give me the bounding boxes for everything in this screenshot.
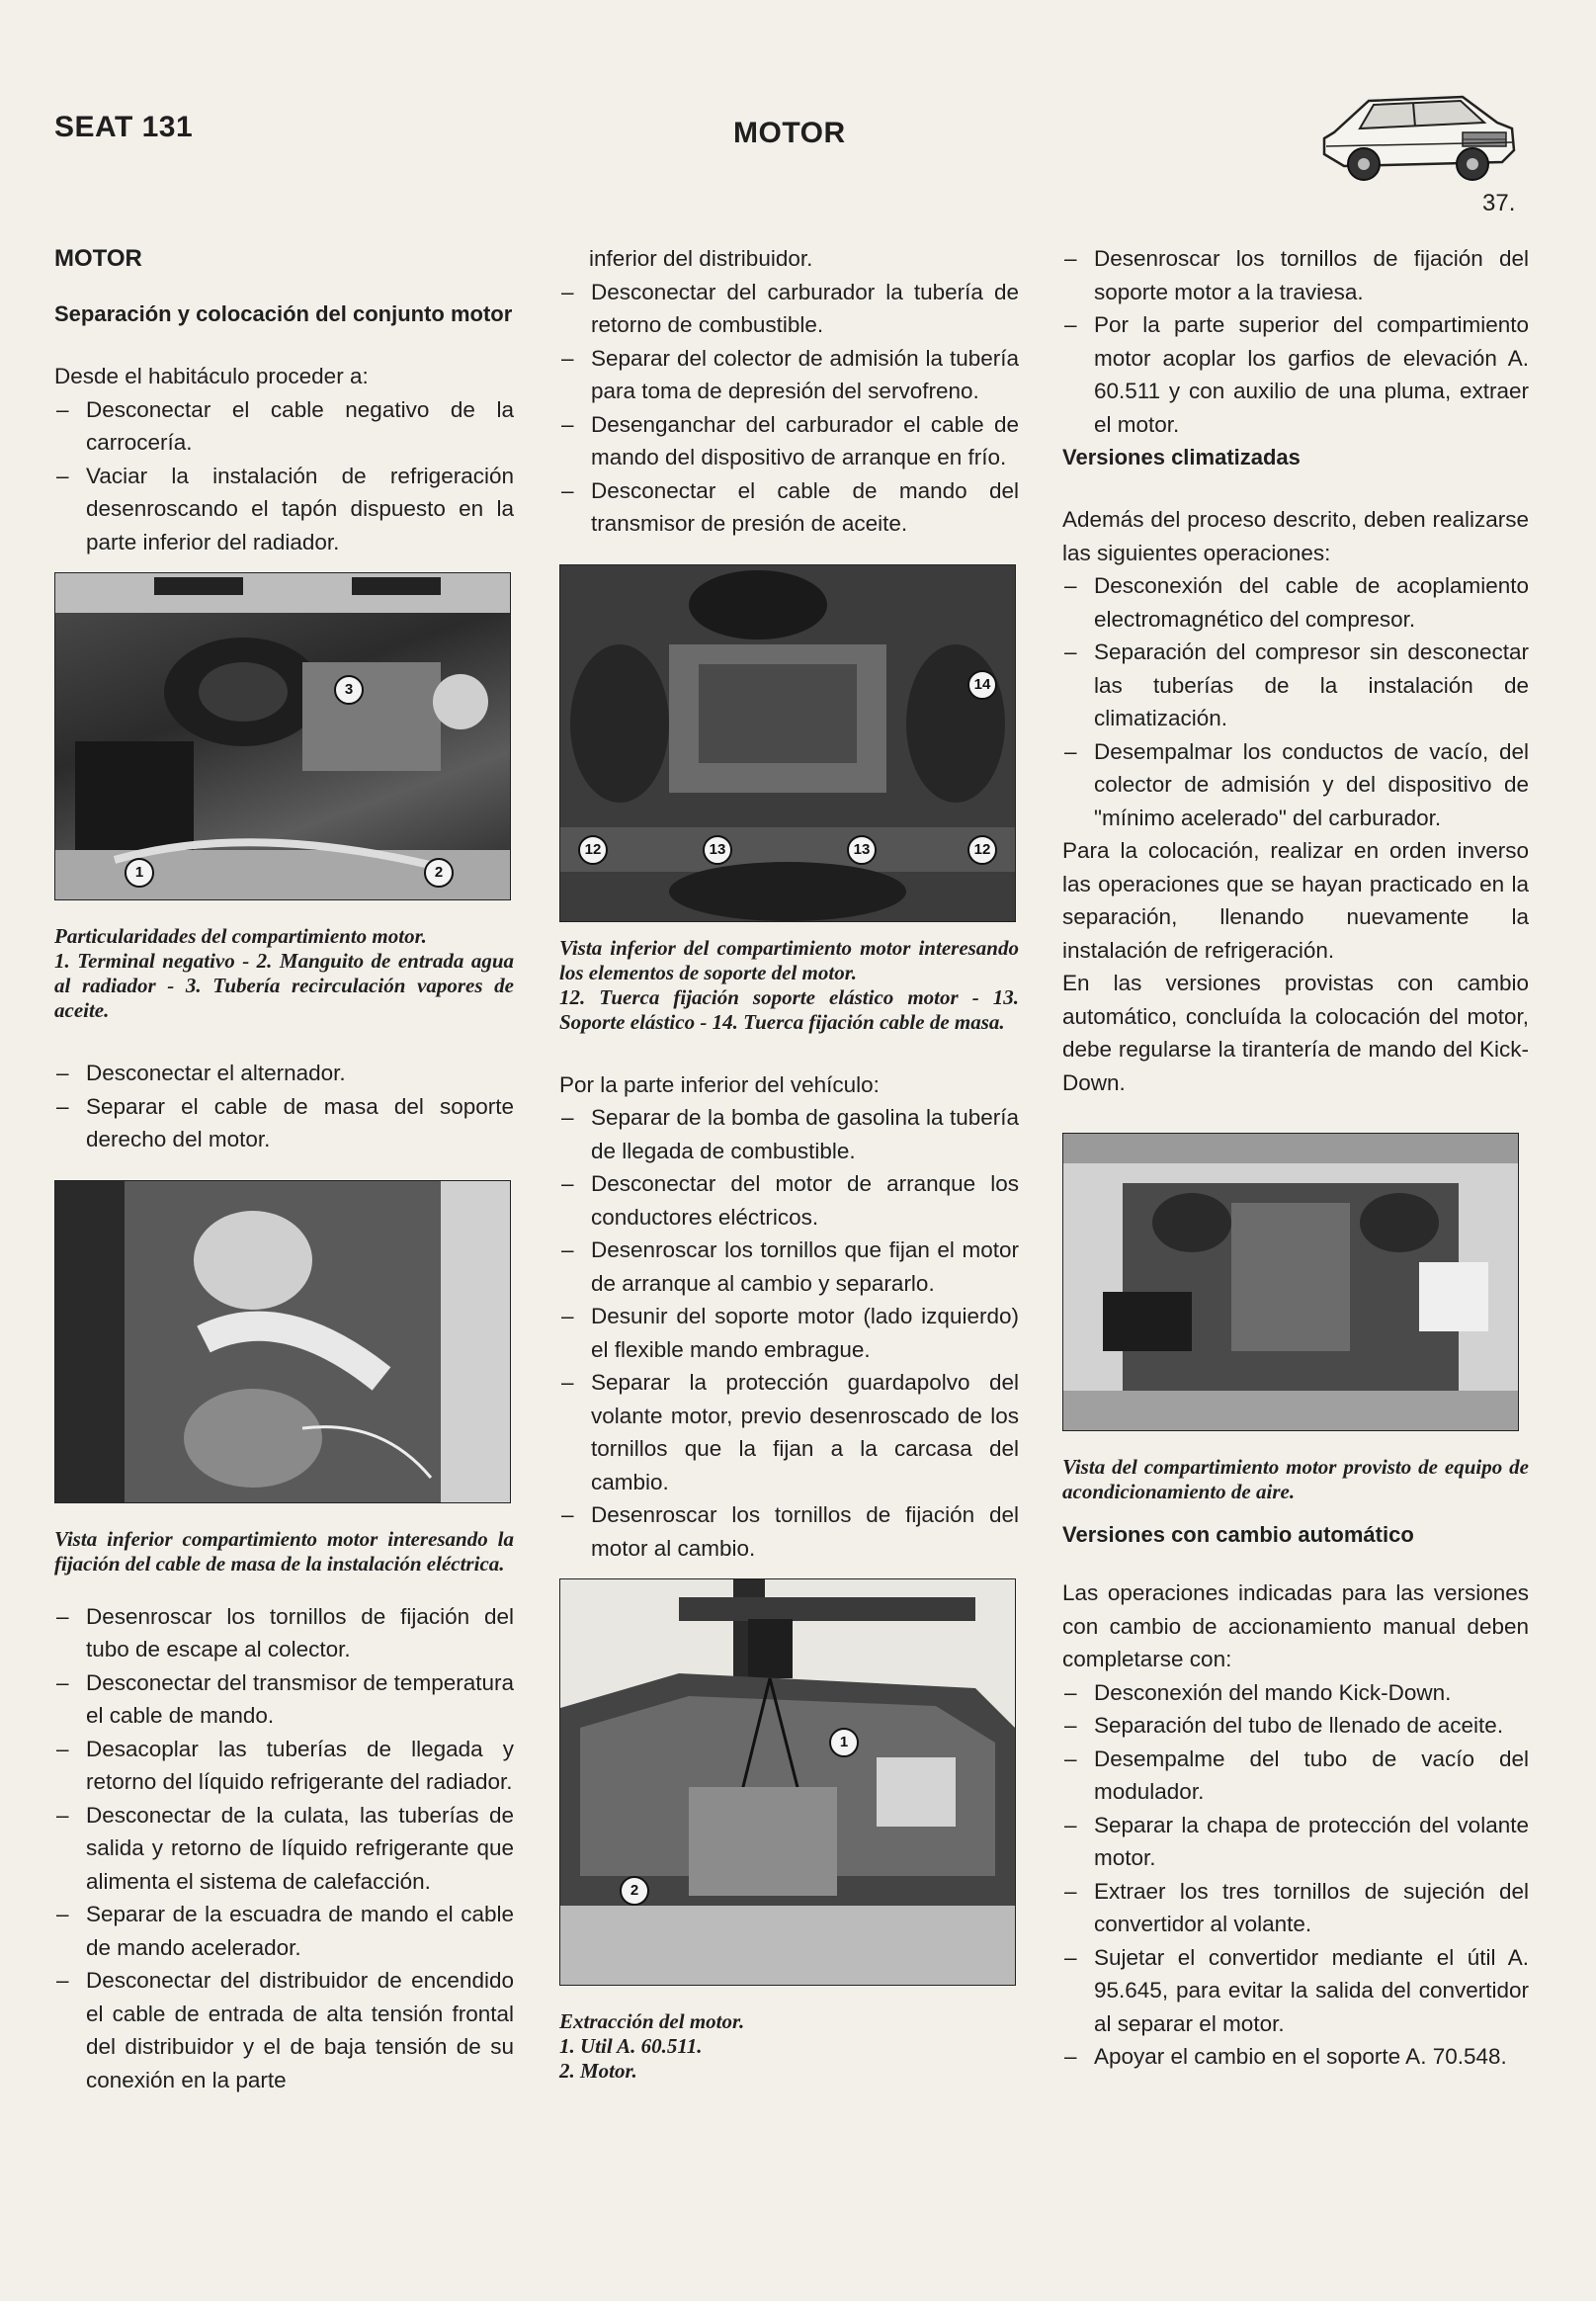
list-item: – Desconectar del transmisor de temperatura el cable de mando. [54, 1666, 514, 1733]
list-item: – Desenganchar del carburador el cable de mando del dispositivo de arranque en frío. [559, 408, 1019, 474]
engine-extraction-photo [559, 1578, 1016, 1986]
step-list [54, 1600, 514, 2097]
list-item: – Desconexión del cable de acoplamiento electromagnético del compresor. [1062, 569, 1529, 636]
underside-photo [54, 1180, 511, 1503]
intro-text: Desde el habitáculo proceder a: [54, 364, 369, 388]
step-list [559, 276, 1019, 541]
step-list [1062, 569, 1529, 834]
section-subtitle: Separación y colocación del conjunto motor [54, 301, 513, 326]
callout-2: 2 [620, 1876, 649, 1906]
list-item: – Desconectar del carburador la tubería de retorno de combustible. [559, 276, 1019, 342]
photo-caption-legend: 12. Tuerca fijación soporte elástico motor - 13. Soporte elástico - 14. Tuerca fijación cable de masa. [559, 984, 1019, 1034]
photo-caption-item: 2. Motor. [559, 2059, 637, 2083]
photo-caption-title: Vista inferior del compartimiento motor interesando los elementos de soporte del motor. [559, 935, 1019, 984]
column-2 [559, 242, 1019, 2084]
list-item: – Desconectar de la culata, las tuberías de salida y retorno de líquido refrigerante que alimenta el sistema de calefacción. [54, 1799, 514, 1899]
engine-bay-photo [54, 572, 511, 900]
continuation-text: inferior del distribuidor. [589, 246, 813, 271]
car-illustration-icon [1314, 71, 1522, 200]
list-item: – Desconectar el cable negativo de la carrocería. [54, 393, 514, 460]
photo-caption-item: 1. Util A. 60.511. [559, 2034, 703, 2058]
list-item: – Desempalmar los conductos de vacío, del colector de admisión y del dispositivo de "mínimo acelerado" del carburador. [1062, 735, 1529, 835]
step-list [54, 393, 514, 559]
list-item: – Desenroscar los tornillos de fijación del soporte motor a la traviesa. [1062, 242, 1529, 308]
callout-1: 1 [125, 858, 154, 888]
list-item: – Separar la protección guardapolvo del volante motor, previo desenroscado de los tornillos que la fijan a la carcasa del cambio. [559, 1366, 1019, 1498]
list-item: – Desconectar del motor de arranque los conductores eléctricos. [559, 1167, 1019, 1234]
intro-text: Además del proceso descrito, deben realizarse las siguientes operaciones: [1062, 507, 1529, 565]
list-item: – Desempalme del tubo de vacío del modulador. [1062, 1743, 1529, 1809]
column-1 [54, 242, 514, 2096]
list-item: – Desenroscar los tornillos de fijación del tubo de escape al colector. [54, 1600, 514, 1666]
list-item: – Vaciar la instalación de refrigeración desenroscando el tapón dispuesto en la parte inferior del radiador. [54, 460, 514, 559]
list-item: – Desunir del soporte motor (lado izquierdo) el flexible mando embrague. [559, 1300, 1019, 1366]
photo-caption-legend: 1. Terminal negativo - 2. Manguito de entrada agua al radiador - 3. Tubería recirculación vapores de aceite. [54, 949, 514, 1022]
list-item: – Desconectar el cable de mando del transmisor de presión de aceite. [559, 474, 1019, 541]
page-number: 37. [1482, 190, 1516, 216]
section-subtitle: Versiones con cambio automático [1062, 1522, 1414, 1547]
step-list [1062, 1676, 1529, 2074]
callout-12: 12 [967, 835, 997, 865]
list-item: – Separar la chapa de protección del volante motor. [1062, 1809, 1529, 1875]
list-item: – Separar de la escuadra de mando el cable de mando acelerador. [54, 1898, 514, 1964]
list-item: – Desconectar el alternador. [54, 1057, 514, 1090]
step-list [54, 1057, 514, 1156]
list-item: – Separar de la bomba de gasolina la tubería de llegada de combustible. [559, 1101, 1019, 1167]
paragraph: En las versiones provistas con cambio automático, concluída la colocación del motor, debe regularse la tirantería de mando del Kick-Down. [1062, 971, 1529, 1095]
callout-1: 1 [829, 1728, 859, 1757]
step-list [559, 1101, 1019, 1565]
header-model: SEAT 131 [54, 111, 194, 143]
column-3 [1062, 242, 1529, 2074]
list-item: – Desconectar del distribuidor de encendido el cable de entrada de alta tensión frontal del distribuidor y el de baja tensión de su conexión en la parte [54, 1964, 514, 2096]
callout-14: 14 [967, 670, 997, 700]
callout-13: 13 [703, 835, 732, 865]
list-item: – Por la parte superior del compartimiento motor acoplar los garfios de elevación A. 60.511 y con auxilio de una pluma, extraer el motor. [1062, 308, 1529, 441]
engine-mounts-photo [559, 564, 1016, 922]
section-title: MOTOR [54, 245, 142, 272]
intro-text: Por la parte inferior del vehículo: [559, 1071, 880, 1097]
list-item: – Desacoplar las tuberías de llegada y retorno del líquido refrigerante del radiador. [54, 1733, 514, 1799]
air-conditioning-engine-photo [1062, 1133, 1519, 1431]
header-section: MOTOR [733, 117, 846, 149]
list-item: – Desenroscar los tornillos que fijan el motor de arranque al cambio y separarlo. [559, 1234, 1019, 1300]
callout-2: 2 [424, 858, 454, 888]
section-subtitle: Versiones climatizadas [1062, 445, 1301, 469]
list-item: – Extraer los tres tornillos de sujeción del convertidor al volante. [1062, 1875, 1529, 1941]
list-item: – Separar el cable de masa del soporte derecho del motor. [54, 1090, 514, 1156]
list-item: – Sujetar el convertidor mediante el útil A. 95.645, para evitar la salida del convertidor al separar el motor. [1062, 1941, 1529, 2041]
photo-caption-title: Extracción del motor. [559, 2009, 745, 2033]
intro-text: Las operaciones indicadas para las versiones con cambio de accionamiento manual deben completarse con: [1062, 1580, 1529, 1671]
list-item: – Desenroscar los tornillos de fijación del motor al cambio. [559, 1498, 1019, 1565]
callout-12: 12 [578, 835, 608, 865]
list-item: – Separación del compresor sin desconectar las tuberías de la instalación de climatización. [1062, 636, 1529, 735]
photo-caption: Vista del compartimiento motor provisto de equipo de acondicionamiento de aire. [1062, 1455, 1529, 1503]
list-item: – Separar del colector de admisión la tubería para toma de depresión del servofreno. [559, 342, 1019, 408]
callout-13: 13 [847, 835, 877, 865]
paragraph: Para la colocación, realizar en orden inverso las operaciones que se hayan practicado en la separación, llenando nuevamente la instalación de refrigeración. [1062, 838, 1529, 963]
list-item: – Desconexión del mando Kick-Down. [1062, 1676, 1529, 1710]
photo-caption-title: Particularidades del compartimiento motor. [54, 924, 427, 948]
photo-caption: Vista inferior compartimiento motor interesando la fijación del cable de masa de la instalación eléctrica. [54, 1526, 514, 1576]
list-item: – Separación del tubo de llenado de aceite. [1062, 1709, 1529, 1743]
list-item: – Apoyar el cambio en el soporte A. 70.548. [1062, 2040, 1529, 2074]
callout-3: 3 [334, 675, 364, 705]
step-list [1062, 242, 1529, 441]
